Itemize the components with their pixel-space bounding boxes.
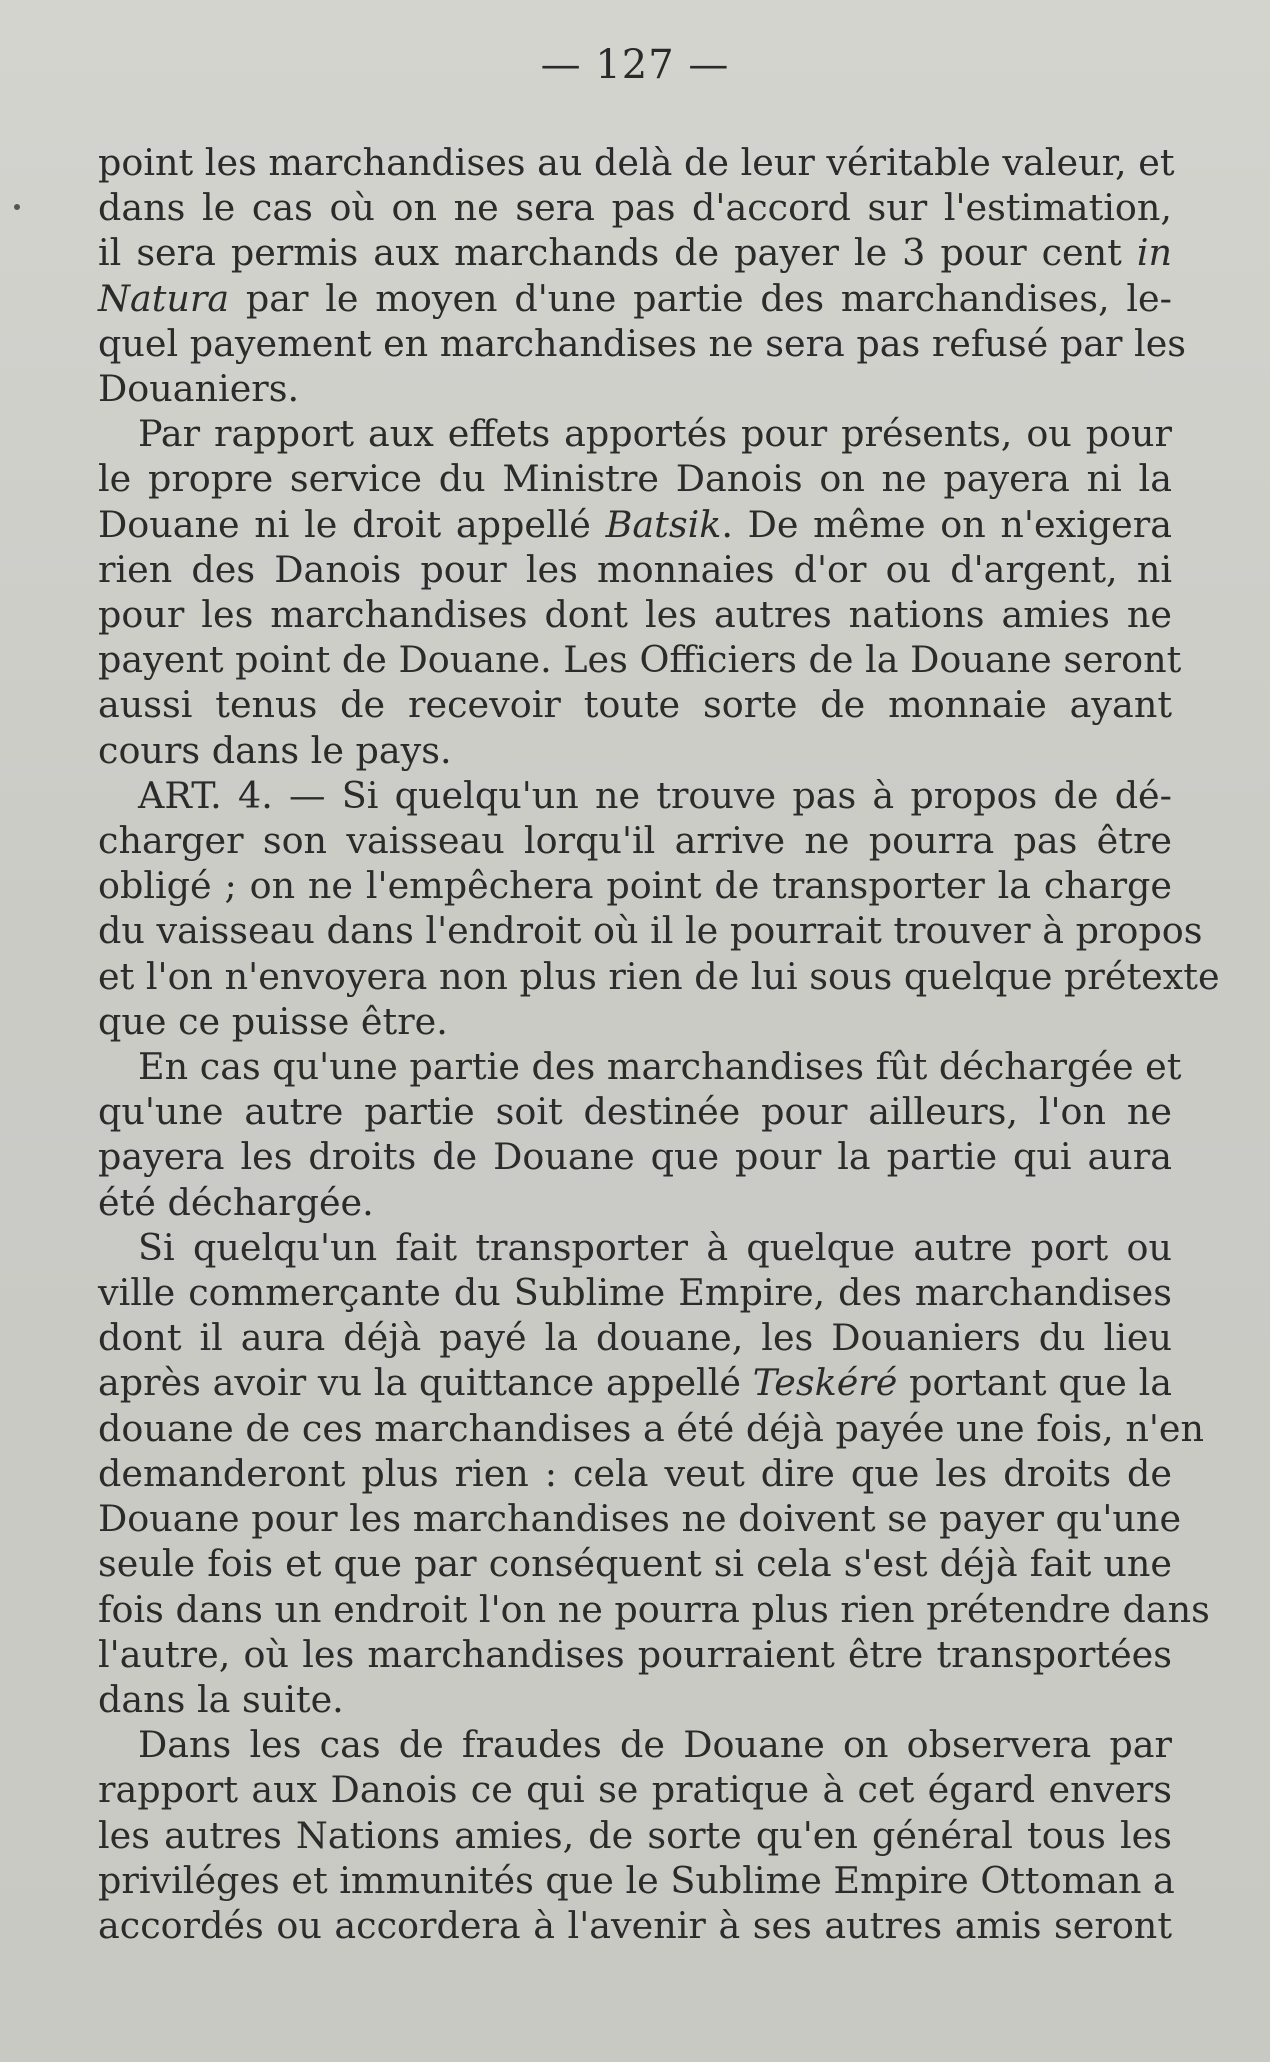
text-line: que ce puisse être. (98, 999, 448, 1043)
text-line: cours dans le pays. (98, 728, 452, 772)
text-line: le propre service du Ministre Danois on ne payera ni la (98, 457, 1172, 501)
text-line: seule fois et que par conséquent si cela s'est déjà fait une (98, 1542, 1172, 1586)
page-number: — 127 — (540, 42, 730, 88)
text-line: dans la suite. (98, 1677, 344, 1721)
body-text (98, 140, 1220, 1948)
paragraph (98, 140, 1187, 411)
paragraph (98, 411, 1182, 773)
text-line: Douane ni le droit appellé Batsik. De même on n'exigera (98, 502, 1172, 546)
text-line: douane de ces marchandises a été déjà payée une fois, n'en (98, 1406, 1204, 1450)
text-line: Natura par le moyen d'une partie des marchandises, le- (98, 276, 1172, 320)
text-line: Douaniers. (98, 367, 300, 411)
italic-term: Batsik (605, 502, 722, 546)
text-line: obligé ; on ne l'empêchera point de transporter la charge (98, 864, 1172, 908)
text-line: il sera permis aux marchands de payer le 3 pour cent in (98, 231, 1172, 275)
text-line: qu'une autre partie soit destinée pour ailleurs, l'on ne (98, 1090, 1172, 1134)
text-line: Dans les cas de fraudes de Douane on observera par (138, 1723, 1172, 1767)
text-line: payera les droits de Douane que pour la partie qui aura (98, 1135, 1172, 1179)
text-line: dans le cas où on ne sera pas d'accord sur l'estimation, (98, 186, 1172, 230)
text-line: ville commerçante du Sublime Empire, des marchandises (98, 1271, 1172, 1315)
text-line: dont il aura déjà payé la douane, les Douaniers du lieu (98, 1316, 1172, 1360)
text-line: Par rapport aux effets apportés pour présents, ou pour (138, 412, 1172, 456)
italic-term: Natura (98, 276, 230, 320)
italic-term: in (1136, 231, 1172, 275)
text-line: été déchargée. (98, 1180, 374, 1224)
ink-speck (14, 204, 20, 210)
text-line: charger son vaisseau lorqu'il arrive ne pourra pas être (98, 819, 1172, 863)
text-line: payent point de Douane. Les Officiers de la Douane seront (98, 638, 1182, 682)
paragraph (98, 773, 1220, 1044)
text-line: fois dans un endroit l'on ne pourra plus rien prétendre dans (98, 1587, 1210, 1631)
text-line: ART. 4. — Si quelqu'un ne trouve pas à propos de dé- (138, 773, 1172, 817)
text-line: point les marchandises au delà de leur véritable valeur, et (98, 141, 1175, 184)
text-line: aussi tenus de recevoir toute sorte de monnaie ayant (98, 683, 1172, 727)
text-line: Douane pour les marchandises ne doivent se payer qu'une (98, 1497, 1182, 1541)
text-line: les autres Nations amies, de sorte qu'en général tous les (98, 1813, 1172, 1857)
paragraph (98, 1044, 1182, 1225)
text-line: après avoir vu la quittance appellé Teskéré portant que la (98, 1361, 1173, 1405)
text-line: et l'on n'envoyera non plus rien de lui sous quelque prétexte (98, 954, 1220, 998)
text-line: rien des Danois pour les monnaies d'or ou d'argent, ni (98, 547, 1172, 591)
text-line: rapport aux Danois ce qui se pratique à cet égard envers (98, 1768, 1172, 1812)
text-line: accordés ou accordera à l'avenir à ses autres amis seront (98, 1903, 1172, 1947)
italic-term: Teskéré (752, 1361, 898, 1405)
paragraph (98, 1225, 1210, 1722)
text-line: l'autre, où les marchandises pourraient être transportées (98, 1632, 1172, 1676)
text-line: quel payement en marchandises ne sera pas refusé par les (98, 321, 1187, 365)
text-line: En cas qu'une partie des marchandises fût déchargée et (138, 1045, 1182, 1089)
text-line: pour les marchandises dont les autres nations amies ne (98, 593, 1172, 637)
text-line: priviléges et immunités que le Sublime Empire Ottoman a (98, 1858, 1175, 1902)
paragraph (98, 1722, 1175, 1948)
text-line: demanderont plus rien : cela veut dire que les droits de (98, 1451, 1172, 1495)
text-line: du vaisseau dans l'endroit où il le pourrait trouver à propos (98, 909, 1203, 953)
text-line: Si quelqu'un fait transporter à quelque autre port ou (138, 1225, 1172, 1269)
